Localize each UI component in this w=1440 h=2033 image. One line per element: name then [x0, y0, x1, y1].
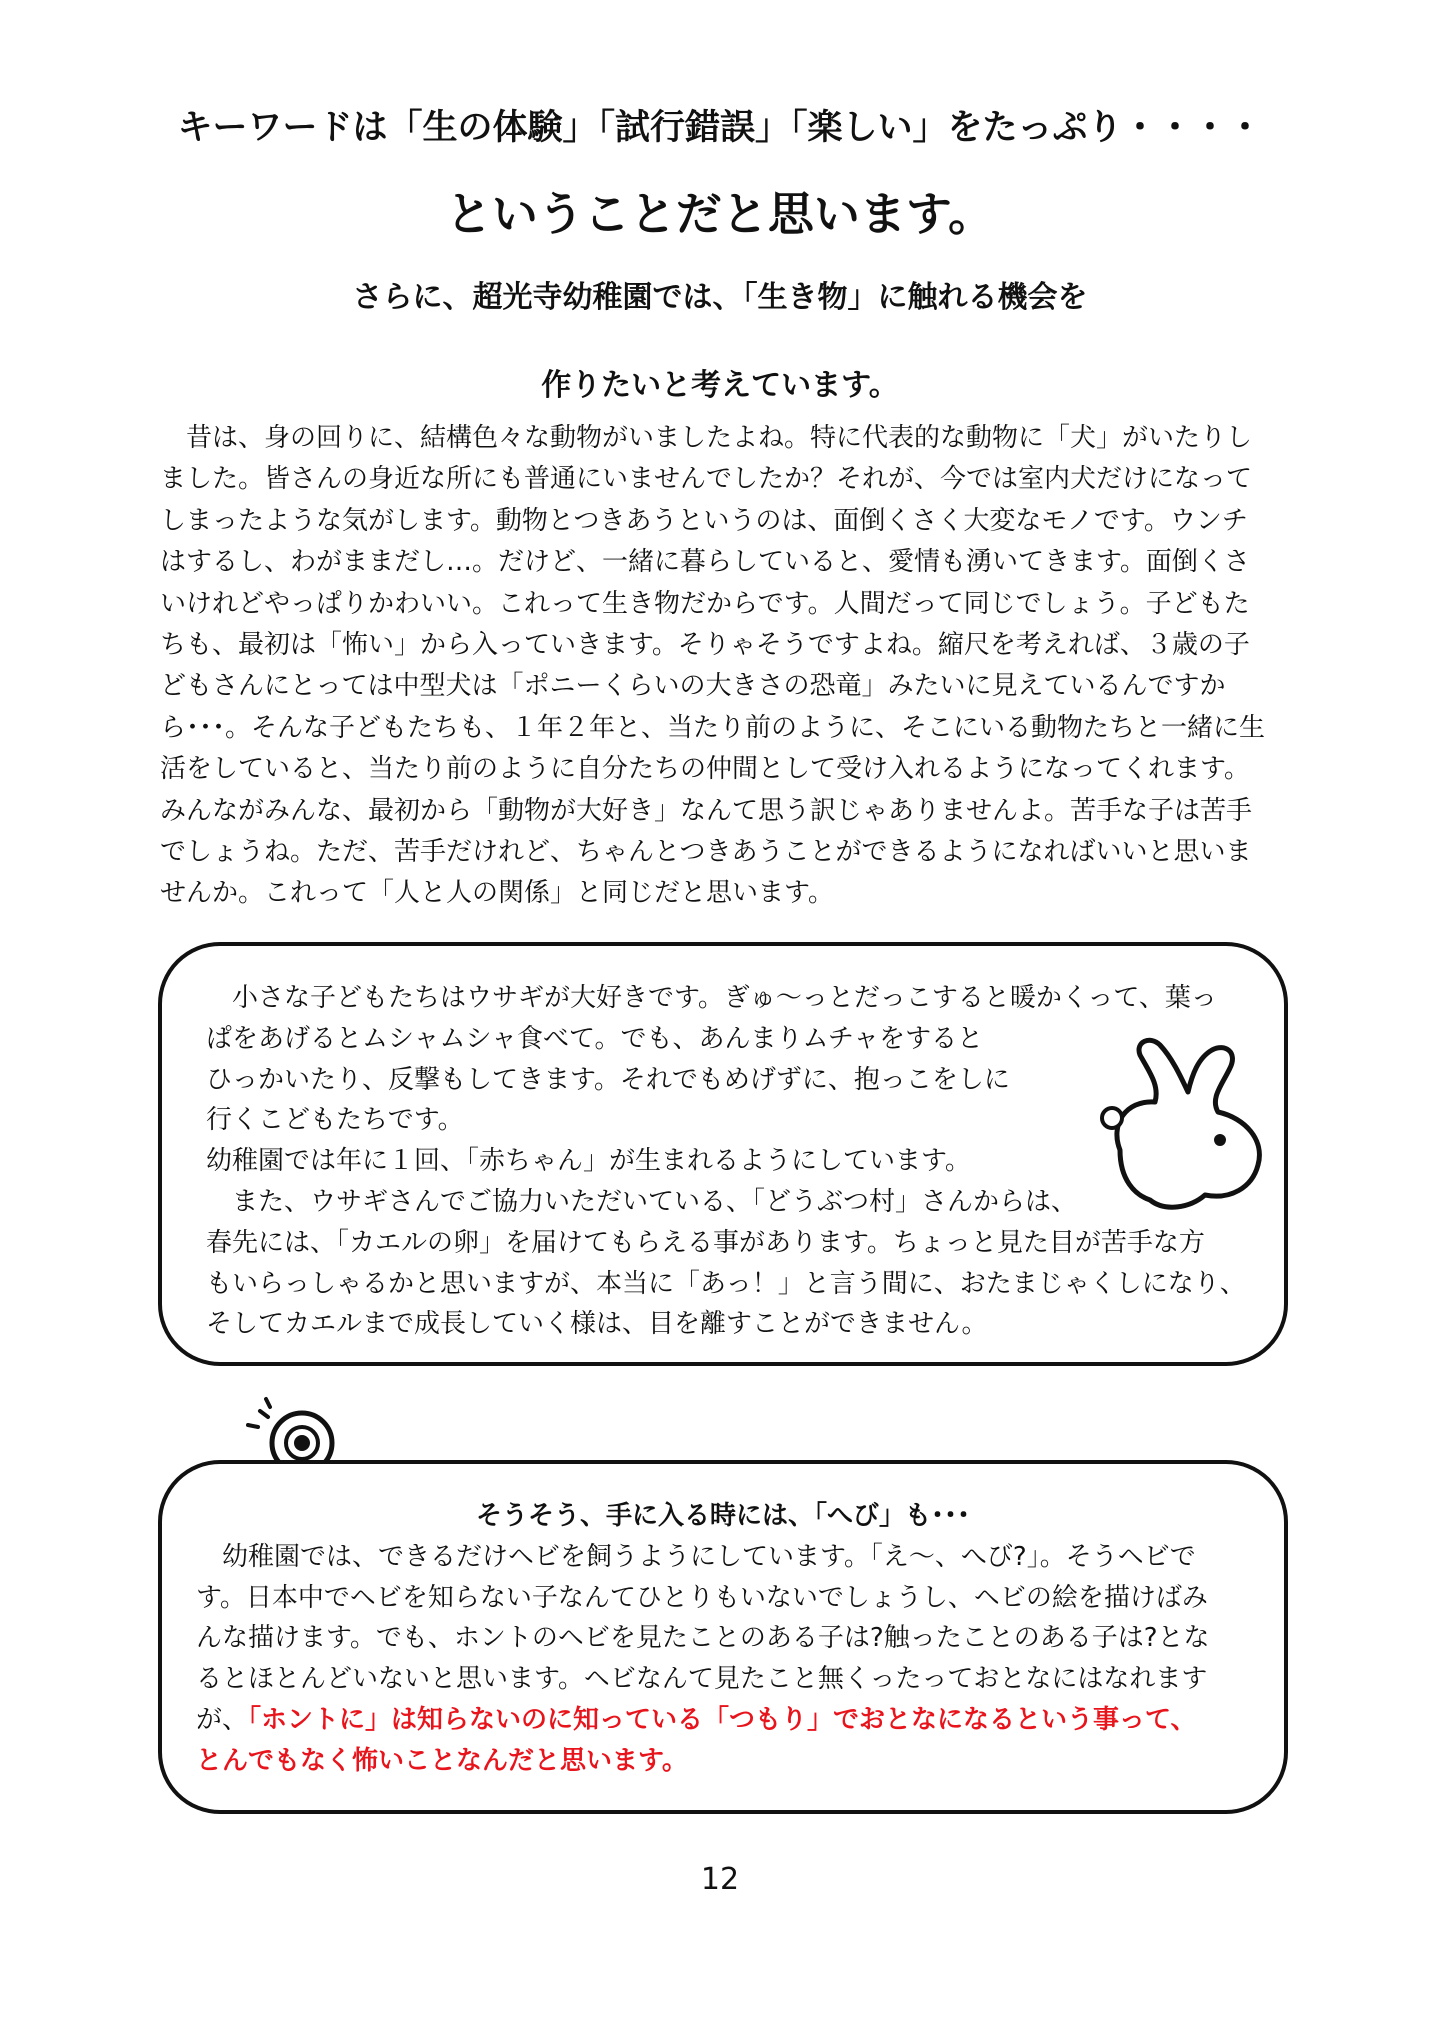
snake-emphasis-line — [196, 1700, 1210, 1741]
heading-conclusion: ということだと思います。 — [445, 187, 995, 241]
snake-callout-text — [196, 1496, 1210, 1782]
intro-line: せんか。これって「人と人の関係」と同じだと思います。 — [160, 878, 834, 909]
intro-line: みんながみんな、最初から「動物が大好き」なんて思う訳じゃありませんよ。苦手な子は苦手 — [160, 795, 1253, 826]
intro-line: でしょうね。ただ、苦手だけれど、ちゃんとつきあうことができるようになればいいと思いま — [160, 836, 1252, 867]
snake-line: す。日本中でヘビを知らない子なんてひとりもいないでしょうし、ヘビの絵を描けばみ — [196, 1582, 1208, 1613]
rabbit-line: 幼稚園では年に１回、「赤ちゃん」が生まれるようにしています。 — [206, 1146, 971, 1177]
intro-line: 昔は、身の回りに、結構色々な動物がいましたよね。特に代表的な動物に「犬」がいたりし — [160, 423, 1253, 453]
snake-line: 幼稚園では、できるだけヘビを飼うようにしています。「え～、へび?」。そうヘビで — [196, 1541, 1196, 1572]
intro-line: ちも、最初は「怖い」から入っていきます。そりゃそうですよね。縮尺を考えれば、３歳の子 — [160, 629, 1250, 660]
snake-line: るとほとんどいないと思います。ヘビなんて見たこと無くったっておとなにはなれます — [196, 1664, 1208, 1695]
intro-line: はするし、わがままだし…。だけど、一緒に暮らしていると、愛情も湧いてきます。面倒くさ — [160, 547, 1250, 578]
intro-line: しまったような気がします。動物とつきあうというのは、面倒くさく大変なモノです。ウンチ — [160, 505, 1248, 536]
snake-line: んな描けます。でも、ホントのヘビを見たことのある子は?触ったことのある子は?とな — [196, 1623, 1210, 1654]
rabbit-illustration — [1080, 1030, 1280, 1220]
rabbit-line: ぱをあげるとムシャムシャ食べて。でも、あんまりムチャをすると — [206, 1023, 984, 1054]
intro-line: いけれどやっぱりかわいい。これって生き物だからです。人間だって同じでしょう。子どもた — [160, 588, 1250, 619]
rabbit-line: そしてカエルまで成長していく様は、目を離すことができません。 — [206, 1309, 988, 1340]
rabbit-line: 春先には、「カエルの卵」を届けてもらえる事があります。ちょっと見た目が苦手な方 — [206, 1227, 1205, 1258]
page-number: 12 — [700, 1862, 740, 1897]
emphasis-text: 「ホントに」は知らないのに知っている「つもり」でおとなになるという事って、 — [248, 1704, 1197, 1735]
heading-keywords: キーワードは「生の体験」「試行錯誤」「楽しい」をたっぷり・・・・ — [177, 108, 1263, 148]
subheading-living-things: さらに、超光寺幼稚園では、「生き物」に触れる機会を — [352, 280, 1088, 315]
rabbit-line: また、ウサギさんでご協力いただいている、「どうぶつ村」さんからは、 — [206, 1186, 1078, 1217]
intro-line: どもさんにとっては中型犬は「ポニーくらいの大きさの恐竜」みたいに見えているんですか — [160, 671, 1226, 702]
intro-line: 活をしていると、当たり前のように自分たちの仲間として受け入れるようになってくれます。 — [160, 754, 1250, 785]
intro-line: ら･･･。そんな子どもたちも、１年２年と、当たり前のように、そこにいる動物たちと一緒に生 — [160, 712, 1266, 743]
rabbit-line: ひっかいたり、反撃もしてきます。それでもめげずに、抱っこをしに — [206, 1064, 1010, 1095]
snake-heading: そうそう、手に入る時には、「へび」も･･･ — [476, 1501, 971, 1531]
rabbit-line: 小さな子どもたちはウサギが大好きです。ぎゅ～っとだっこすると暖かくって、葉っ — [206, 983, 1217, 1013]
emphasis-text: とんでもなく怖いことなんだと思います。 — [196, 1745, 688, 1776]
rabbit-line: 行くこどもたちです。 — [206, 1105, 464, 1136]
rabbit-line: もいらっしゃるかと思いますが、本当に「あっ！」と言う間に、おたまじゃくしになり、 — [206, 1268, 1246, 1299]
snake-line-prefix: が、 — [196, 1704, 249, 1735]
intro-line: ました。皆さんの身近な所にも普通にいませんでしたか？それが、今では室内犬だけになって — [160, 464, 1253, 495]
intro-paragraph — [160, 418, 1302, 915]
subheading-want-to-create: 作りたいと考えています。 — [541, 368, 899, 403]
